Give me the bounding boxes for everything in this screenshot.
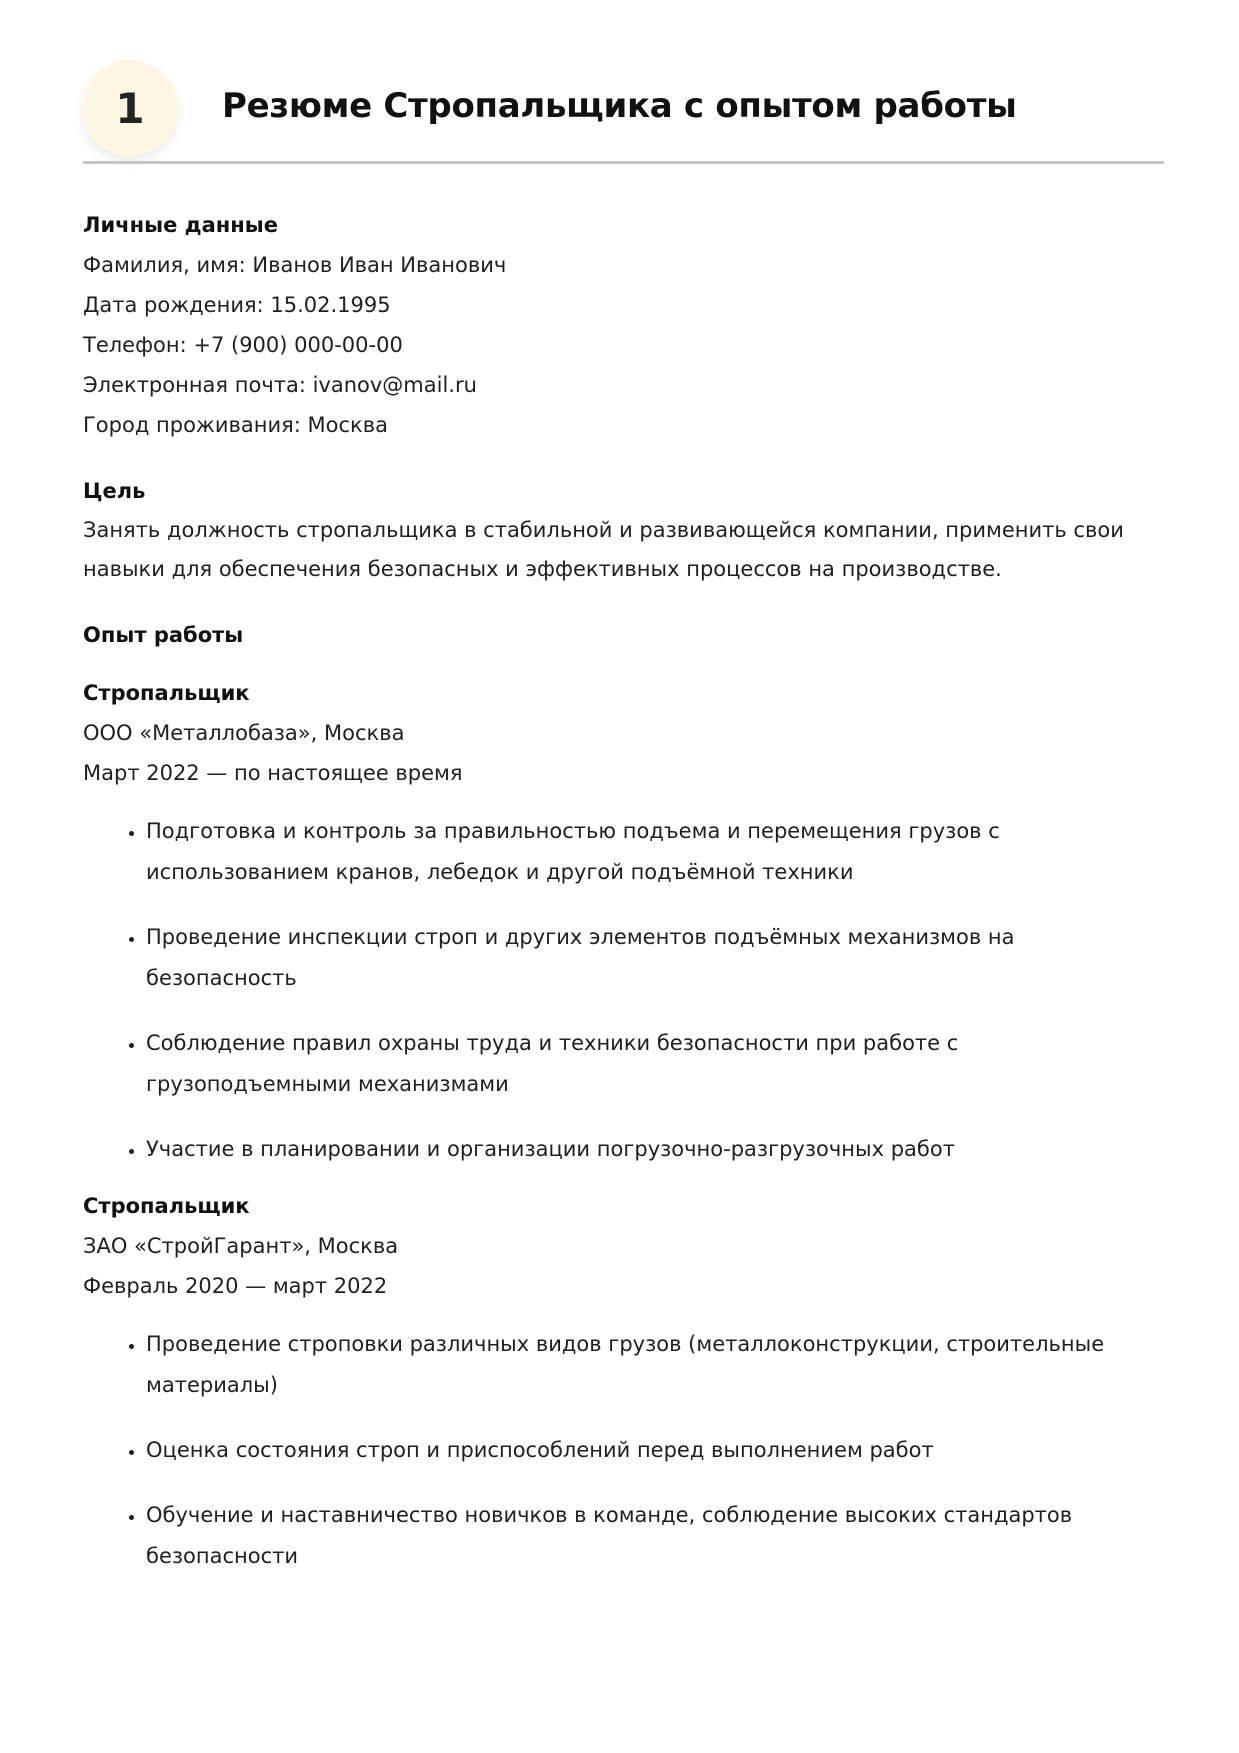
email: Электронная почта: ivanov@mail.ru bbox=[83, 373, 477, 397]
list-item: • Подготовка и контроль за правильностью подъема и перемещения грузов с использованием кранов, лебедок и другой подъёмной техники bbox=[146, 811, 1168, 893]
job-company: ООО «Металлобаза», Москва bbox=[83, 721, 405, 745]
job-company: ЗАО «СтройГарант», Москва bbox=[83, 1234, 399, 1258]
list-item: • Оценка состояния строп и приспособлений перед выполнением работ bbox=[146, 1430, 1168, 1471]
job-entry bbox=[83, 673, 1168, 1170]
city: Город проживания: Москва bbox=[83, 413, 388, 437]
job-entry bbox=[83, 1186, 1168, 1577]
title-divider bbox=[83, 161, 1164, 164]
job-position: Стропальщик bbox=[83, 681, 250, 705]
page-title: Резюме Стропальщика с опытом работы bbox=[222, 86, 1017, 126]
duties-list bbox=[83, 811, 1168, 1170]
list-item: • Участие в планировании и организации погрузочно-разгрузочных работ bbox=[146, 1129, 1168, 1170]
job-period: Февраль 2020 — март 2022 bbox=[83, 1274, 388, 1298]
experience-section bbox=[83, 615, 1168, 1577]
phone: Телефон: +7 (900) 000-00-00 bbox=[83, 333, 403, 357]
personal-data-heading: Личные данные bbox=[83, 213, 279, 237]
goal-heading: Цель bbox=[83, 479, 146, 503]
job-period: Март 2022 — по настоящее время bbox=[83, 761, 463, 785]
list-item: • Проведение инспекции строп и других элементов подъёмных механизмов на безопасность bbox=[146, 917, 1168, 999]
personal-data-section bbox=[83, 205, 1168, 445]
goal-section bbox=[83, 471, 1168, 589]
goal-text: Занять должность стропальщика в стабильной и развивающейся компании, применить свои навыки для обеспечения безопасных и эффективных процессов на производстве. bbox=[83, 518, 1124, 581]
list-item: • Соблюдение правил охраны труда и техники безопасности при работе с грузоподъемными механизмами bbox=[146, 1023, 1168, 1105]
job-position: Стропальщик bbox=[83, 1194, 250, 1218]
duties-list bbox=[83, 1324, 1168, 1577]
list-item: • Обучение и наставничество новичков в команде, соблюдение высоких стандартов безопасности bbox=[146, 1495, 1168, 1577]
full-name: Фамилия, имя: Иванов Иван Иванович bbox=[83, 253, 507, 277]
list-item: • Проведение строповки различных видов грузов (металлоконструкции, строительные материалы) bbox=[146, 1324, 1168, 1406]
experience-heading: Опыт работы bbox=[83, 623, 244, 647]
resume-body bbox=[83, 205, 1168, 1593]
birth-date: Дата рождения: 15.02.1995 bbox=[83, 293, 391, 317]
section-number-badge: 1 bbox=[82, 60, 178, 156]
